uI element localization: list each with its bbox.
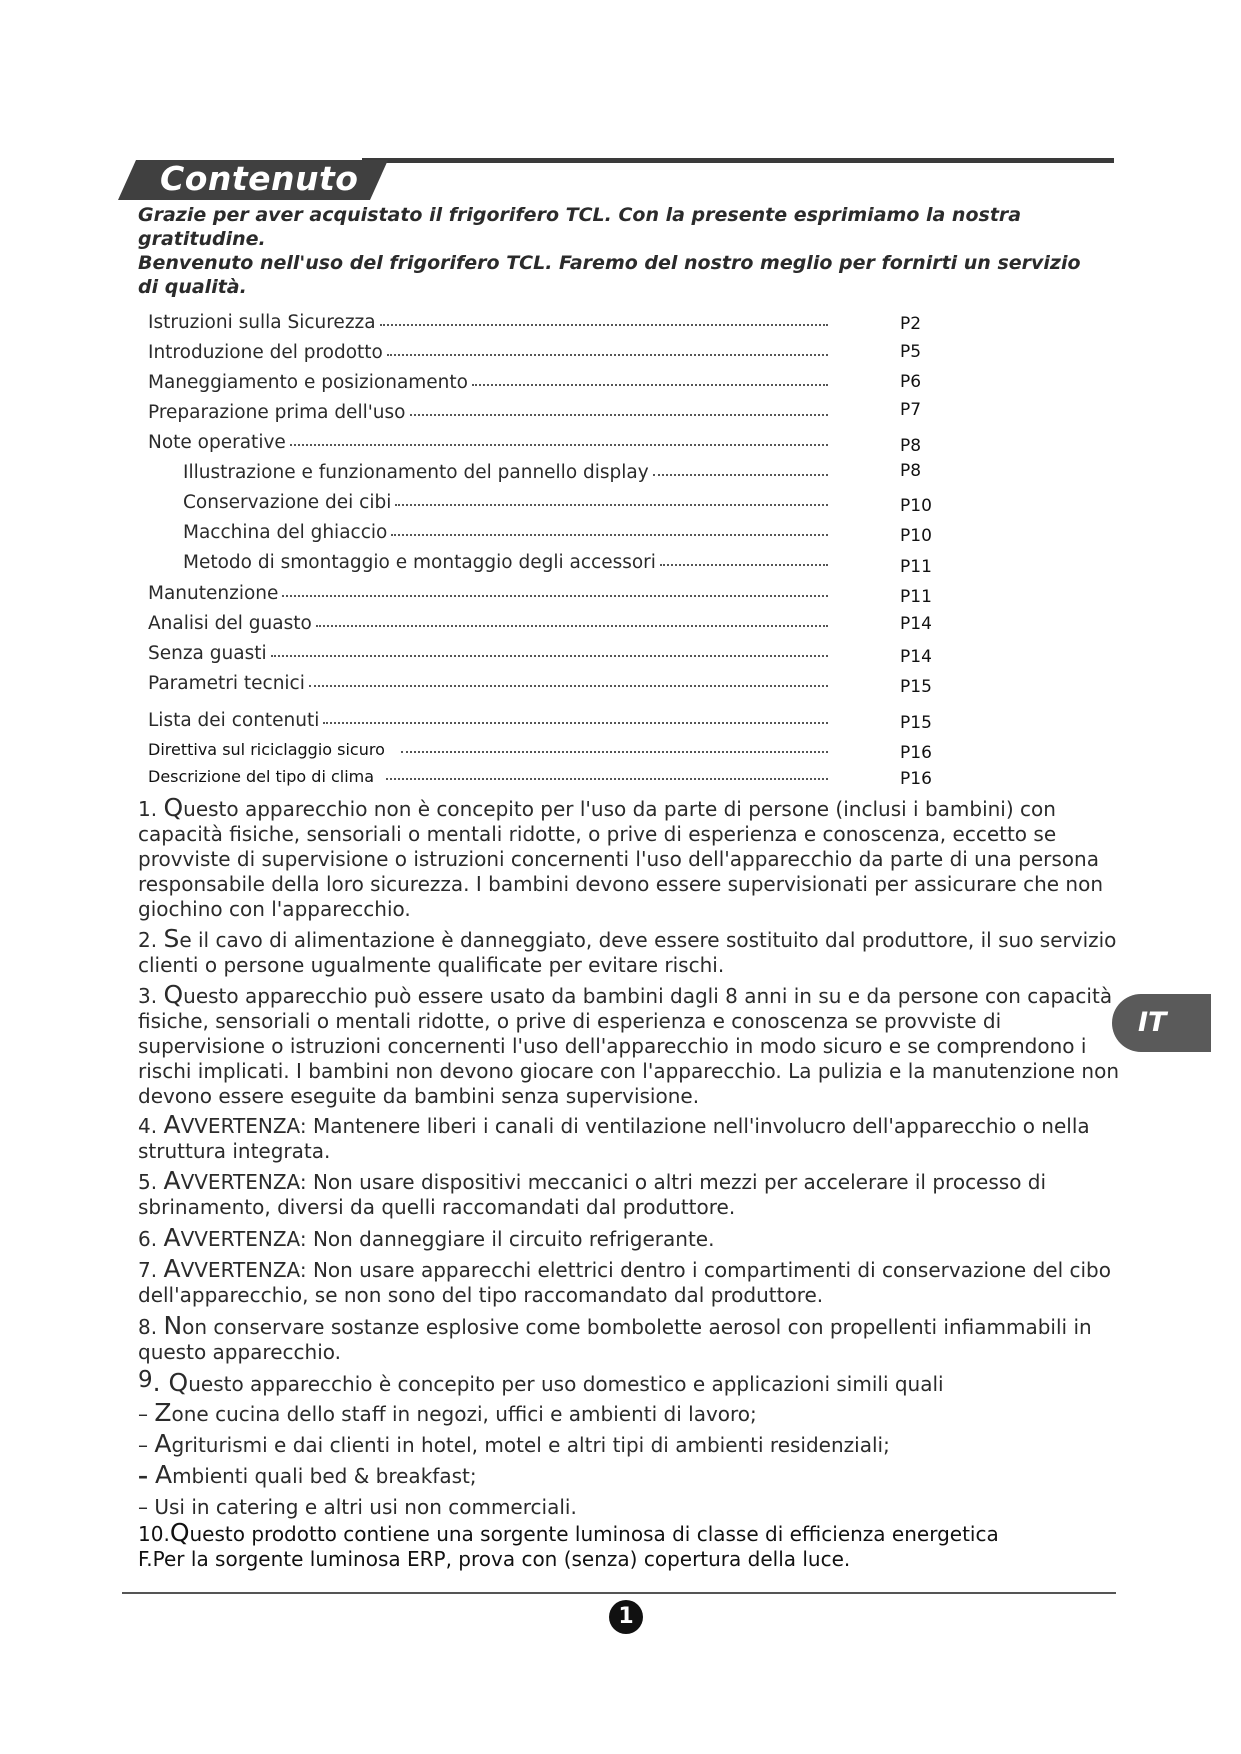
toc-item[interactable]: [148, 641, 828, 665]
item-initial: A: [154, 1429, 172, 1458]
toc-item-label: Manutenzione: [148, 582, 279, 604]
toc-subitem[interactable]: [183, 550, 828, 574]
toc-item[interactable]: [148, 764, 828, 788]
item-4: [138, 1112, 1123, 1164]
toc-leader: [387, 354, 828, 356]
item-number: 9: [138, 1367, 153, 1393]
item-number: 7.: [138, 1258, 164, 1282]
bullet-dash: –: [138, 1402, 155, 1426]
item-initial: A: [163, 1166, 181, 1195]
toc-item-label: Macchina del ghiaccio: [183, 521, 388, 543]
toc-subitem[interactable]: [183, 460, 828, 484]
item-number: 3.: [138, 984, 164, 1008]
toc-item-label: Parametri tecnici: [148, 672, 305, 694]
item-text: uesto apparecchio è concepito per uso domestico e applicazioni simili quali: [188, 1372, 944, 1396]
bullet-dash: –: [138, 1433, 155, 1457]
toc-leader: [271, 655, 828, 657]
item-number: 10.: [138, 1522, 170, 1546]
item-5: [138, 1168, 1123, 1220]
toc-item-label: Istruzioni sulla Sicurezza: [148, 311, 376, 333]
item-number: 4.: [138, 1114, 164, 1138]
toc-item[interactable]: [148, 708, 828, 732]
item-initial: N: [163, 1311, 183, 1340]
toc-leader: [395, 504, 828, 506]
intro-welcome: Benvenuto nell'uso del frigorifero TCL. Faremo del nostro meglio per fornirti un servizio di qualità.: [138, 252, 1081, 298]
toc-leader: [653, 474, 828, 476]
toc-page-number: P11: [900, 587, 932, 607]
language-label: IT: [1138, 1007, 1167, 1038]
toc-item-label: Conservazione dei cibi: [183, 491, 392, 513]
toc-page-number: P6: [900, 372, 922, 392]
toc-page-number: P16: [900, 743, 932, 763]
item-1: [138, 795, 1123, 922]
toc-item-label: Maneggiamento e posizionamento: [148, 371, 468, 393]
bullet-dash: –: [138, 1495, 155, 1519]
toc-leader: [410, 414, 829, 416]
item-text: mbienti quali bed & breakfast;: [172, 1464, 477, 1488]
toc-page-number: P2: [900, 314, 922, 334]
item-initial: A: [163, 1254, 181, 1283]
item-text: one cucina dello staff in negozi, uffici e ambienti di lavoro;: [171, 1402, 757, 1426]
toc-item[interactable]: [148, 310, 828, 334]
toc-item-label: Analisi del guasto: [148, 612, 312, 634]
toc-page-number: P10: [900, 496, 932, 516]
toc-leader: [391, 534, 828, 536]
toc-leader: [309, 685, 828, 687]
toc-item-label: Senza guasti: [148, 642, 267, 664]
item-initial: Q: [169, 1518, 190, 1547]
toc-page-number: P8: [900, 461, 922, 481]
toc-item[interactable]: [148, 581, 828, 605]
intro-thanks: Grazie per aver acquistato il frigorifero TCL. Con la presente esprimiamo la nostra gratitudine.: [138, 204, 1022, 250]
toc-leader: [323, 722, 828, 724]
bullet-dash: –: [138, 1464, 155, 1488]
toc-page-number: P15: [900, 677, 932, 697]
toc-item-label: Descrizione del tipo di clima: [148, 766, 375, 786]
toc-item[interactable]: [148, 671, 828, 695]
toc-item[interactable]: [148, 340, 828, 364]
toc-item-label: Introduzione del prodotto: [148, 341, 383, 363]
item-text: uesto prodotto contiene una sorgente luminosa di classe di efficienza energetica F.Per la sorgente luminosa ERP, prova con (senza) copertura della luce.: [138, 1522, 999, 1571]
item-6: [138, 1225, 1123, 1252]
toc-page-number: P7: [900, 400, 922, 420]
item-number: 1.: [138, 797, 164, 821]
item-9-bullet-3: [138, 1462, 1123, 1489]
toc-leader: [290, 444, 828, 446]
item-9-bullet-4: [138, 1493, 1123, 1520]
toc-item[interactable]: [148, 611, 828, 635]
item-10: [138, 1520, 1038, 1572]
item-initial: Z: [154, 1398, 172, 1427]
item-9-bullet-1: [138, 1400, 1123, 1427]
item-text: Usi in catering e altri usi non commerciali.: [154, 1495, 577, 1519]
toc-page-number: P8: [900, 436, 922, 456]
toc-page-number: P16: [900, 769, 932, 789]
footer-rule: [122, 1592, 1116, 1594]
item-2: [138, 926, 1123, 978]
item-initial: A: [154, 1460, 173, 1489]
item-number: 6.: [138, 1227, 164, 1251]
item-initial: Q: [163, 793, 184, 822]
toc-leader: [380, 324, 828, 326]
item-3: [138, 982, 1123, 1109]
item-text: VVERTENZA: Mantenere liberi i canali di ventilazione nell'involucro dell'apparecchio o nella struttura integrata.: [138, 1114, 1090, 1163]
item-number: 5.: [138, 1170, 164, 1194]
item-number: 2.: [138, 928, 164, 952]
toc-leader: [316, 625, 828, 627]
item-initial: A: [163, 1223, 181, 1252]
toc-item-label: Direttiva sul riciclaggio sicuro: [148, 739, 385, 759]
item-9: [138, 1368, 1123, 1397]
item-text: griturismi e dai clienti in hotel, motel e altri tipi di ambienti residenziali;: [171, 1433, 890, 1457]
item-8: [138, 1313, 1123, 1365]
toc-item[interactable]: [148, 430, 828, 454]
toc-page-number: P14: [900, 647, 932, 667]
toc-leader: [386, 778, 828, 780]
item-text: on conservare sostanze esplosive come bombolette aerosol con propellenti infiammabili in questo apparecchio.: [138, 1315, 1092, 1364]
toc-item[interactable]: [148, 737, 828, 761]
item-initial: Q: [163, 980, 184, 1009]
toc-item-label: Lista dei contenuti: [148, 709, 320, 731]
item-text: uesto apparecchio può essere usato da bambini dagli 8 anni in su e da persone con capacità fisiche, sensoriali o mentali ridotte, o prive di esperienza e conoscenza se provviste di supervisione o istruzioni concernenti l'uso dell'apparecchio in modo sicuro e se comprendono i rischi implicati. I bambini non devono giocare con l'apparecchio. La pulizia e la manutenzione non devono essere eseguite da bambini senza supervisione.: [138, 984, 1120, 1108]
toc-page-number: P15: [900, 713, 932, 733]
toc-item-label: Illustrazione e funzionamento del pannello display: [183, 461, 649, 483]
page-number-badge: 1: [609, 1600, 643, 1634]
toc-item-label: Note operative: [148, 431, 286, 453]
toc-page-number: P10: [900, 526, 932, 546]
toc-item-label: Metodo di smontaggio e montaggio degli accessori: [183, 551, 656, 573]
item-text: e il cavo di alimentazione è danneggiato, deve essere sostituito dal produttore, il suo servizio clienti o persone ugualmente qualificate per evitare rischi.: [138, 928, 1117, 977]
item-initial: A: [163, 1110, 181, 1139]
toc-leader: [472, 384, 828, 386]
item-number: 8.: [138, 1315, 164, 1339]
item-initial: . Q: [152, 1368, 189, 1397]
toc-page-number: P5: [900, 342, 922, 362]
item-text: VVERTENZA: Non usare dispositivi meccanici o altri mezzi per accelerare il processo di sbrinamento, diversi da quelli raccomandati dal produttore.: [138, 1170, 1047, 1219]
item-text: VVERTENZA: Non danneggiare il circuito refrigerante.: [180, 1227, 715, 1251]
toc-leader: [660, 564, 828, 566]
item-initial: S: [163, 924, 180, 953]
toc-subitem[interactable]: [183, 520, 828, 544]
toc-page-number: P14: [900, 614, 932, 634]
toc-page-number: P11: [900, 557, 932, 577]
toc-leader: [401, 751, 828, 753]
page-title: Contenuto: [160, 159, 359, 198]
item-9-bullet-2: [138, 1431, 1123, 1458]
toc-subitem[interactable]: [183, 490, 828, 514]
toc-leader: [282, 595, 828, 597]
toc-item[interactable]: [148, 400, 828, 424]
item-text: VVERTENZA: Non usare apparecchi elettrici dentro i compartimenti di conservazione del cibo dell'apparecchio, se non sono del tipo raccomandato dal produttore.: [138, 1258, 1111, 1307]
item-7: [138, 1256, 1123, 1308]
toc-item[interactable]: [148, 370, 828, 394]
item-text: uesto apparecchio non è concepito per l'uso da parte di persone (inclusi i bambini) con capacità fisiche, sensoriali o mentali ridotte, o prive di esperienza e conoscenza, eccetto se provviste di supervisione o istruzioni concernenti l'uso dell'apparecchio da parte di una persona responsabile della loro sicurezza. I bambini devono essere supervisionati per assicurare che non giochino con l'apparecchio.: [138, 797, 1103, 921]
toc-item-label: Preparazione prima dell'uso: [148, 401, 406, 423]
header-rule: [362, 158, 1114, 163]
